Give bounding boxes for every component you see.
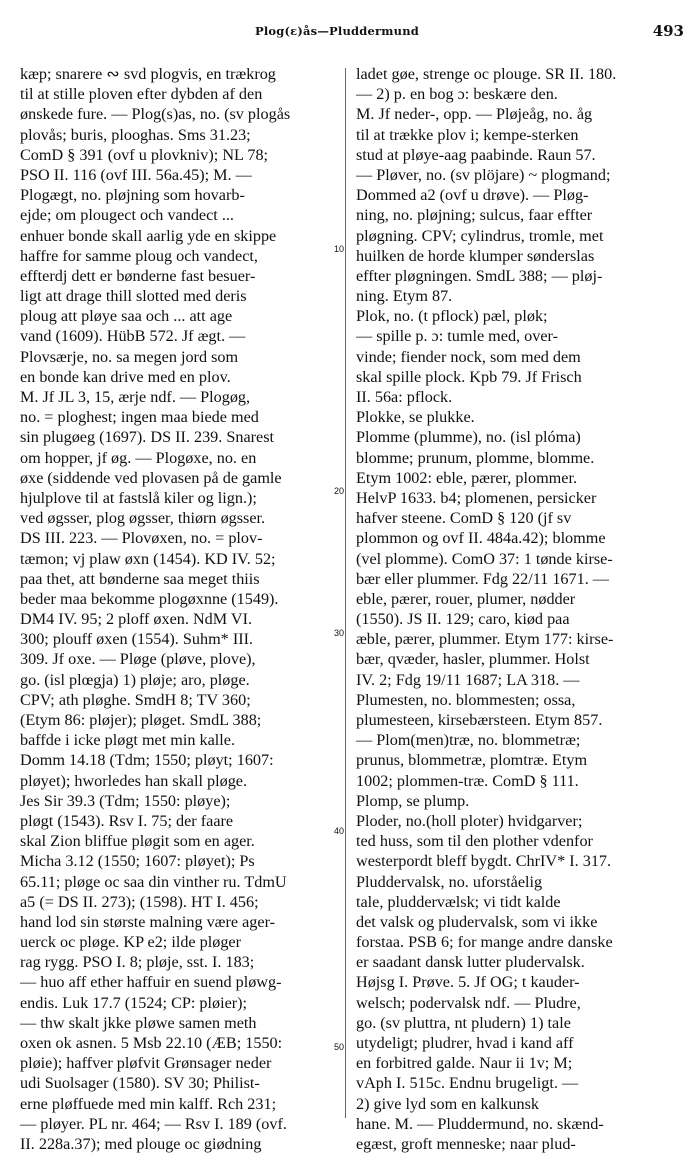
text-line: plovås; buris, plooghas. Sms 31.23; xyxy=(20,125,251,144)
text-line: — 2) p. en bog ɔ: beskære den. xyxy=(356,85,558,104)
text-line: go. (sv pluttra, nt pludern) 1) tale xyxy=(356,1013,571,1032)
text-line: eble, pærer, rouer, plumer, nødder xyxy=(356,589,576,608)
text-line: kæp; snarere ∾ svd plogvis, en trækrog xyxy=(20,65,276,83)
text-line: — Plom(men)træ, no. blommetræ; xyxy=(356,731,581,750)
text-line: 65.11; pløge oc saa din vinther ru. TdmU xyxy=(20,872,287,891)
text-line: Plumesten, no. blommesten; ossa, xyxy=(356,690,576,709)
text-line: Plokke, se plukke. xyxy=(356,408,475,427)
text-line: vand (1609). HübB 572. Jf ægt. — xyxy=(20,327,246,346)
text-line: CPV; ath pløghe. SmdH 8; TV 360; xyxy=(20,690,251,709)
text-line: tæmon; vj plaw øxn (1454). KD IV. 52; xyxy=(20,549,276,568)
text-line: bær eller plummer. Fdg 22/11 1671. — xyxy=(356,569,609,588)
text-line: paa thet, att bønderne saa meget thiis xyxy=(20,569,260,588)
text-line: (Etym 86: pløjer); pløget. SmdL 388; xyxy=(20,711,262,729)
text-line: sin plugøeg (1697). DS II. 239. Snarest xyxy=(20,428,275,447)
text-line: til at stille ploven efter dybden af den xyxy=(20,85,263,104)
text-line: a5 (= DS II. 273); (1598). HT I. 456; xyxy=(20,892,259,911)
text-line: PSO II. 116 (ovf III. 56a.45); M. — xyxy=(20,165,252,184)
text-line: stud at pløye-aag paabinde. Raun 57. xyxy=(356,145,596,164)
text-line: øxe (siddende ved plovasen på de gamle xyxy=(20,468,282,487)
line-number-10: 10 xyxy=(334,244,345,254)
text-line: hane. M. — Pluddermund, no. skænd- xyxy=(356,1114,604,1133)
text-line: endis. Luk 17.7 (1524; CP: pløier); xyxy=(20,993,248,1012)
text-line: det valsk og pludervalsk, som vi ikke xyxy=(356,912,598,931)
text-line: Ploder, no.(holl ploter) hvidgarver; xyxy=(356,811,583,830)
text-line: vAph I. 515c. Endnu brugeligt. — xyxy=(356,1074,579,1093)
text-line: ted huss, som til den plother vdenfor xyxy=(356,832,593,851)
text-line: ning. Etym 87. xyxy=(356,287,453,306)
text-line: 309. Jf oxe. — Pløge (pløve, plove), xyxy=(20,650,256,669)
text-line: æble, pærer, plummer. Etym 177: kirse- xyxy=(356,630,614,649)
text-line: Plogægt, no. pløjning som hovarb- xyxy=(20,186,245,205)
text-line: M. Jf neder-, opp. — Pløjeåg, no. åg xyxy=(356,105,593,124)
text-line: forstaa. PSB 6; for mange andre danske xyxy=(356,933,613,952)
text-line: HelvP 1633. b4; plomenen, persicker xyxy=(356,488,597,507)
text-line: effter pløgningen. SmdL 388; — pløj- xyxy=(356,266,603,285)
text-line: effterdj dett er bønderne fast besuer- xyxy=(20,266,256,285)
page-header xyxy=(0,20,692,44)
line-number-20: 20 xyxy=(334,486,345,496)
text-line: haffre for samme ploug och vandect, xyxy=(20,246,258,265)
text-line: ligt att drage thill slotted med deris xyxy=(20,287,247,306)
text-line: DM4 IV. 95; 2 ploff øxen. NdM VI. xyxy=(20,610,253,629)
text-line: — spille p. ɔ: tumle med, over- xyxy=(356,327,558,346)
text-line: vinde; fiender nock, som med dem xyxy=(356,347,581,366)
text-line: pløie); haffver pløfvit Grønsager neder xyxy=(20,1054,272,1073)
text-line: ComD § 391 (ovf u plovkniv); NL 78; xyxy=(20,145,269,164)
text-line: erne pløffuede med min kalff. Rch 231; xyxy=(20,1094,277,1113)
text-line: II. 228a.37); med plouge oc giødning xyxy=(20,1134,262,1153)
text-line: Micha 3.12 (1550; 1607: pløyet); Ps xyxy=(20,852,255,871)
text-line: II. 56a: pflock. xyxy=(356,388,453,406)
text-line: enhuer bonde skall aarlig yde en skippe xyxy=(20,226,277,245)
text-line: IV. 2; Fdg 19/11 1687; LA 318. — xyxy=(356,670,580,689)
text-line: er saadant dansk lutter pludervalsk. xyxy=(356,953,585,972)
text-line: M. Jf JL 3, 15, ærje ndf. — Plogøg, xyxy=(20,388,251,406)
text-line: — thw skalt jkke pløwe samen meth xyxy=(20,1013,257,1032)
text-line: Plomp, se plump. xyxy=(356,791,470,810)
text-line: ejde; om plougect och vandect ... xyxy=(20,206,234,225)
text-line: ning, no. pløjning; sulcus, faar effter xyxy=(356,206,593,225)
text-line: Plok, no. (t pflock) pæl, pløk; xyxy=(356,307,548,326)
text-line: egæst, groft menneske; naar plud- xyxy=(356,1134,576,1153)
text-line: Dommed a2 (ovf u drøve). — Pløg- xyxy=(356,186,589,205)
text-line: Domm 14.18 (Tdm; 1550; pløyt; 1607: xyxy=(20,751,274,770)
left-column xyxy=(20,64,338,1154)
text-line: no. = ploghest; ingen maa biede med xyxy=(20,408,259,427)
text-line: huilken de horde klumper sønderslas xyxy=(356,246,595,265)
text-line: udi Suolsager (1580). SV 30; Philist- xyxy=(20,1074,260,1093)
text-line: go. (isl plœgja) 1) pløje; aro, pløge. xyxy=(20,670,250,689)
text-line: plumesteen, kirsebærsteen. Etym 857. xyxy=(356,711,603,729)
text-line: welsch; podervalsk ndf. — Pludre, xyxy=(356,993,581,1012)
text-line: en forbitred galde. Naur ii 1v; M; xyxy=(356,1054,573,1073)
line-number-30: 30 xyxy=(334,628,345,638)
text-line: hafver steene. ComD § 120 (jf sv xyxy=(356,509,572,528)
text-line: — Pløver, no. (sv plöjare) ~ plogmand; xyxy=(356,165,611,184)
text-line: til at trække plov i; kempe-sterken xyxy=(356,125,579,144)
text-line: (1550). JS II. 129; caro, kiød paa xyxy=(356,610,570,629)
text-line: skal Zion bliffue pløgit som en ager. xyxy=(20,832,255,851)
text-line: bær, qvæder, hasler, plummer. Holst xyxy=(356,650,590,669)
text-line: blomme; prunum, plomme, blomme. xyxy=(356,448,595,467)
text-line: tale, pluddervælsk; vi tidt kalde xyxy=(356,892,561,911)
running-head: Plog(ɛ)ås—Pluddermund xyxy=(255,24,419,38)
page-number: 493 xyxy=(652,22,684,40)
text-line: — pløyer. PL nr. 464; — Rsv I. 189 (ovf. xyxy=(20,1114,287,1133)
text-line: baffde i icke pløgt met min kalle. xyxy=(20,731,236,750)
column-divider xyxy=(345,68,346,1118)
text-line: oxen ok asnen. 5 Msb 22.10 (ÆB; 1550: xyxy=(20,1034,283,1052)
text-line: 300; plouff øxen (1554). Suhm* III. xyxy=(20,630,254,649)
text-line: uerck oc pløge. KP e2; ilde pløger xyxy=(20,933,242,952)
text-line: prunus, blommetræ, plomtræ. Etym xyxy=(356,751,588,770)
text-line: hjulplove til at fastslå kiler og lign.); xyxy=(20,488,257,507)
text-line: ladet gøe, strenge oc plouge. SR II. 180. xyxy=(356,65,617,83)
text-line: Plomme (plumme), no. (isl plóma) xyxy=(356,428,581,447)
text-line: skal spille plock. Kpb 79. Jf Frisch xyxy=(356,367,582,386)
text-line: ønskede fure. — Plog(s)as, no. (sv plogås xyxy=(20,105,291,124)
text-line: Etym 1002: eble, pærer, plommer. xyxy=(356,468,577,487)
text-line: ploug att pløye saa och ... att age xyxy=(20,307,233,326)
line-number-40: 40 xyxy=(334,826,345,836)
text-line: Jes Sir 39.3 (Tdm; 1550: pløye); xyxy=(20,791,231,810)
text-line: Pluddervalsk, no. uforståelig xyxy=(356,872,543,891)
text-line: en bonde kan drive med en plov. xyxy=(20,367,231,386)
line-number-50: 50 xyxy=(334,1042,345,1052)
text-line: — huo aff ether haffuir en suend pløwg- xyxy=(20,973,282,992)
text-line: 1002; plommen-træ. ComD § 111. xyxy=(356,771,579,790)
text-line: pløyet); hworledes han skall pløge. xyxy=(20,771,248,790)
text-line: utydeligt; pludrer, hvad i kand aff xyxy=(356,1034,574,1052)
text-line: DS III. 223. — Plovøxen, no. = plov- xyxy=(20,529,263,548)
text-line: om hopper, jf øg. — Plogøxe, no. en xyxy=(20,448,257,467)
text-line: westerpordt bleff bygdt. ChrIV* I. 317. xyxy=(356,852,612,871)
text-line: rag rygg. PSO I. 8; pløje, sst. I. 183; xyxy=(20,953,255,972)
right-column xyxy=(356,64,670,1154)
text-line: 2) give lyd som en kalkunsk xyxy=(356,1094,539,1113)
text-line: hand lod sin største malning være ager- xyxy=(20,912,276,931)
text-line: Højsg I. Prøve. 5. Jf OG; t kauder- xyxy=(356,973,580,992)
text-line: Plovsærje, no. sa megen jord som xyxy=(20,347,239,366)
text-line: ved øgsser, plog øgsser, thiørn øgsser. xyxy=(20,509,266,528)
text-line: pløgt (1543). Rsv I. 75; der faare xyxy=(20,811,234,830)
text-line: pløgning. CPV; cylindrus, tromle, met xyxy=(356,226,604,245)
text-line: beder maa bekomme plogøxnne (1549). xyxy=(20,589,279,608)
text-line: (vel plomme). ComO 37: 1 tønde kirse- xyxy=(356,549,613,568)
text-line: plommon og ovf II. 484a.42); blomme xyxy=(356,529,606,548)
